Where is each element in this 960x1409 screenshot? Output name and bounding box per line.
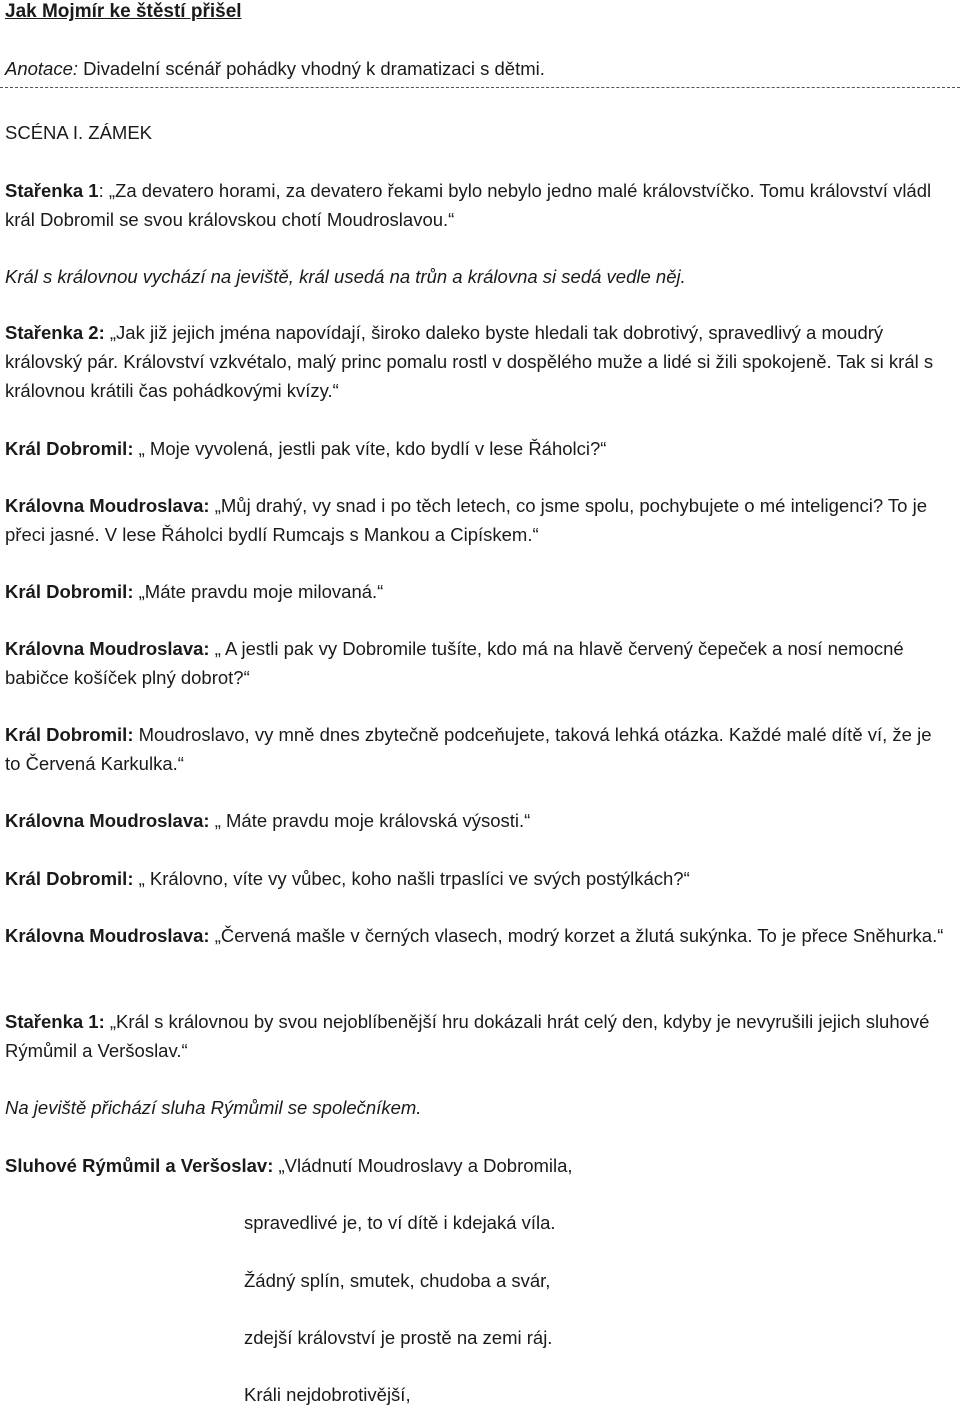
stage-direction: Král s královnou vychází na jeviště, král usedá na trůn a královna si sedá vedle něj. bbox=[5, 266, 686, 287]
speaker-name: Stařenka 1: bbox=[5, 1011, 110, 1032]
verse-line: zdejší království je prostě na zemi ráj. bbox=[244, 1327, 553, 1348]
speaker-name: Královna Moudroslava: bbox=[5, 810, 215, 831]
speaker-name: Král Dobromil: bbox=[5, 868, 139, 889]
stage-direction: Na jeviště přichází sluha Rýmůmil se společníkem. bbox=[5, 1097, 422, 1118]
annotation-text: Divadelní scénář pohádky vhodný k dramatizaci s dětmi. bbox=[78, 58, 545, 79]
dialogue-text: „ Královno, víte vy vůbec, koho našli trpaslíci ve svých postýlkách?“ bbox=[138, 868, 690, 889]
dialogue-text: „Král s královnou by svou nejoblíbenější hru dokázali hrát celý den, kdyby je nevyrušili jejich sluhové Rýmůmil a Veršoslav.“ bbox=[5, 1011, 930, 1061]
speaker-name: Král Dobromil: bbox=[5, 438, 139, 459]
dialogue-text: „ Moje vyvolená, jestli pak víte, kdo bydlí v lese Řáholci?“ bbox=[138, 438, 607, 459]
dialogue-text: „Vládnutí Moudroslavy a Dobromila, bbox=[278, 1155, 573, 1176]
dialogue-text: „Máte pravdu moje milovaná.“ bbox=[138, 581, 384, 602]
dialogue-text: Moudroslavo, vy mně dnes zbytečně podceňujete, taková lehká otázka. Každé malé dítě ví, že je to Červená Karkulka.“ bbox=[5, 724, 932, 774]
speaker-name: Královna Moudroslava: bbox=[5, 495, 215, 516]
dialogue-line bbox=[5, 434, 950, 463]
dialogue-text: „Červená mašle v černých vlasech, modrý korzet a žlutá sukýnka. To je přece Sněhurka.“ bbox=[214, 925, 944, 946]
dialogue-line bbox=[5, 577, 950, 606]
dialogue-line bbox=[5, 318, 950, 405]
speaker-name: Královna Moudroslava: bbox=[5, 638, 215, 659]
annotation-label: Anotace: bbox=[5, 58, 79, 79]
speaker-name: Stařenka 1 bbox=[5, 180, 99, 201]
dialogue-line bbox=[5, 1151, 950, 1180]
speaker-name: Sluhové Rýmůmil a Veršoslav: bbox=[5, 1155, 279, 1176]
dialogue-line bbox=[5, 806, 950, 835]
speaker-name: Král Dobromil: bbox=[5, 724, 139, 745]
dialogue-text: „Můj drahý, vy snad i po těch letech, co jsme spolu, pochybujete o mé inteligenci? To je přeci jasné. V lese Řáholci bydlí Rumcajs s Mankou a Cipískem.“ bbox=[5, 495, 928, 545]
annotation bbox=[5, 57, 545, 81]
dashed-divider bbox=[0, 87, 960, 88]
dialogue-line bbox=[5, 1007, 950, 1065]
dialogue-line bbox=[5, 720, 950, 778]
document-title: Jak Mojmír ke štěstí přišel bbox=[5, 1, 242, 22]
speaker-name: Stařenka 2: bbox=[5, 322, 110, 343]
dialogue-line bbox=[5, 921, 950, 950]
verse-line: Králi nejdobrotivější, bbox=[244, 1384, 411, 1405]
dialogue-text: „Za devatero horami, za devatero řekami bylo nebylo jedno malé královstvíčko. Tomu království vládl král Dobromil se svou královskou chotí Moudroslavou.“ bbox=[5, 180, 932, 230]
dialogue-line bbox=[5, 864, 950, 893]
dialogue-text: „ Máte pravdu moje královská výsosti.“ bbox=[214, 810, 531, 831]
scene-heading: SCÉNA I. ZÁMEK bbox=[5, 122, 153, 143]
dialogue-text: „ A jestli pak vy Dobromile tušíte, kdo má na hlavě červený čepeček a nosí nemocné babičce košíček plný dobrot?“ bbox=[5, 638, 904, 688]
dialogue-text: „Jak již jejich jména napovídají, široko daleko byste hledali tak dobrotivý, spravedlivý a moudrý královský pár. Království vzkvétalo, malý princ pomalu rostl v dospělého muže a lidé si žili spokojeně. Tak si král s královnou krátili čas pohádkovými kvízy.“ bbox=[5, 322, 934, 401]
dialogue-line bbox=[5, 176, 950, 234]
speaker-name: Král Dobromil: bbox=[5, 581, 139, 602]
verse-line: Žádný splín, smutek, chudoba a svár, bbox=[244, 1270, 551, 1291]
verse-line: spravedlivé je, to ví dítě i kdejaká víla. bbox=[244, 1212, 556, 1233]
speaker-name: Královna Moudroslava: bbox=[5, 925, 215, 946]
dialogue-line bbox=[5, 491, 950, 549]
dialogue-line bbox=[5, 634, 950, 692]
speaker-separator: : bbox=[98, 180, 109, 201]
